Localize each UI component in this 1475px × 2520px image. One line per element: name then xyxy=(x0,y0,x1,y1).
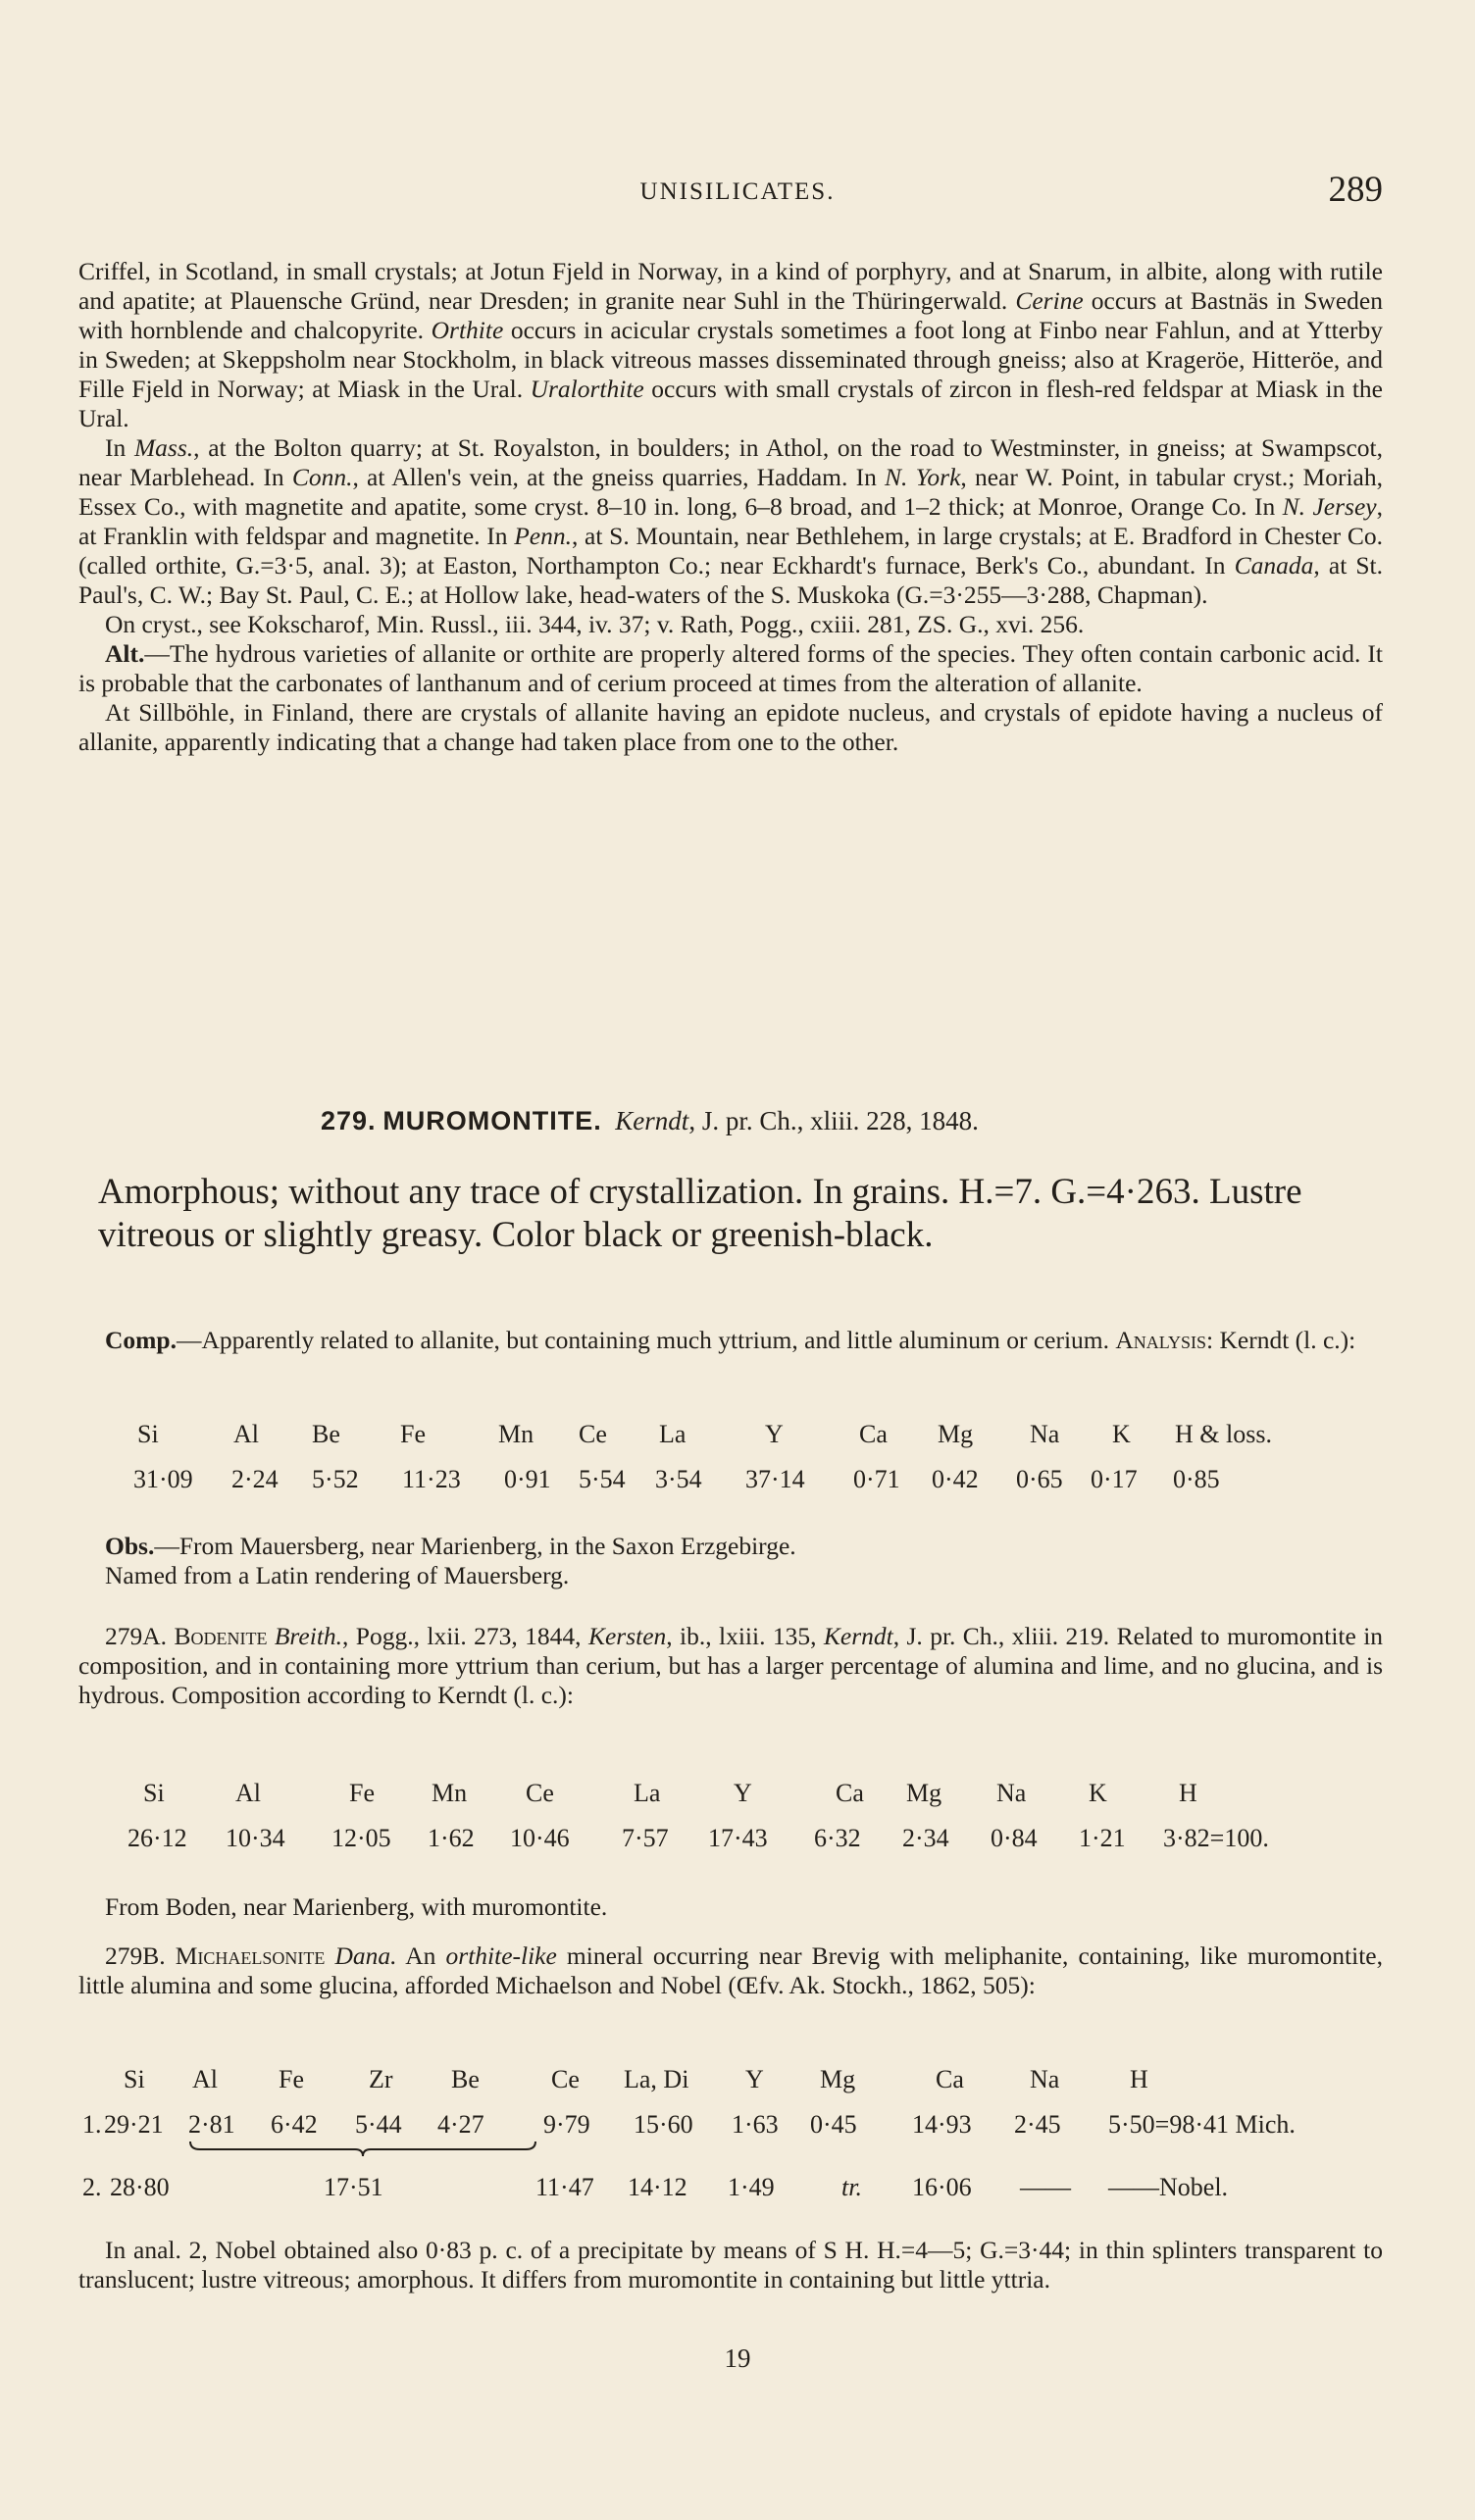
table-header: Na xyxy=(1030,1420,1060,1448)
species-heading xyxy=(321,1106,979,1136)
text-run: , at St. Paul's, C. W.; Bay St. Paul, C. E.; at Hollow lake, head-waters of the S. Muskoka (G.=3·255—3·288, Chapman). xyxy=(78,551,1384,609)
table-cell: 11·47 xyxy=(535,2173,594,2201)
text-run: occurs in acicular crystals sometimes a foot long at Finbo near Fahlun, and at Ytterby in Sweden; at Skeppsholm near Stockholm, in black vitreous masses disseminated through gneiss; also at Krageröe, Hitteröe, and Fille Fjeld in Norway; at Miask in the Ural. xyxy=(78,316,1383,403)
table-cell: 3·54 xyxy=(655,1465,702,1493)
michaelsonite-paragraph xyxy=(78,1941,1383,2000)
table-header: Na xyxy=(1030,2065,1060,2093)
intro-paragraph-5: At Sillböhle, in Finland, there are crystals of allanite having an epidote nucleus, and crystals of epidote having a nucleus of allanite, apparently indicating that a change had taken place from one to the other. xyxy=(78,698,1383,756)
table-header: Ce xyxy=(579,1420,607,1448)
michaelsonite-analysis-2 xyxy=(0,2173,1475,2208)
orthite-like-term: orthite-like xyxy=(445,1941,557,1970)
ref-author: Dana. xyxy=(334,1941,397,1970)
table-header: Na xyxy=(996,1779,1027,1807)
table-header: La xyxy=(659,1420,687,1448)
obs-label: Obs. xyxy=(105,1532,155,1560)
text-run: , near W. Point, in tabular cryst.; Moriah, Essex Co., with magnetite and apatite, some cryst. 8–10 in. long, 6–8 broad, and 1–2 thick; at Monroe, Orange Co. In xyxy=(78,463,1383,521)
table-header: Si xyxy=(124,2065,145,2093)
table-cell: 14·93 xyxy=(912,2110,972,2139)
text-run: Criffel, in Scotland, in small crystals; at Jotun Fjeld in Norway, in a kind of porphyry, and at Snarum, in albite, along with rutile and apatite; at Plauensche Gründ, near Dresden; in granite near Suhl in the Thüringerwald. xyxy=(78,257,1383,315)
analysis-table-headers xyxy=(0,1420,1475,1455)
table-cell: 9·79 xyxy=(543,2110,590,2139)
obs-paragraph xyxy=(78,1532,1383,1590)
text-run: —Apparently related to allanite, but containing much yttrium, and little aluminum or cerium. xyxy=(176,1326,1116,1354)
table-header: Fe xyxy=(400,1420,426,1448)
table-header: Si xyxy=(143,1779,165,1807)
table-cell: 5·50=98·41 Mich. xyxy=(1108,2110,1296,2139)
table-header: H xyxy=(1179,1779,1197,1807)
species-description xyxy=(98,1171,1393,1257)
bodenite-table-headers xyxy=(0,1779,1475,1814)
table-cell: 0·91 xyxy=(504,1465,551,1493)
table-header: La xyxy=(634,1779,661,1807)
orthite-term: Orthite xyxy=(431,316,504,344)
text-run: , at S. Mountain, near Bethlehem, in large crystals; at E. Bradford in Chester Co. (called orthite, G.=3·5, anal. 3); at Easton, Northampton Co.; near Eckhardt's furnace, Berk's Co., abundant. In xyxy=(78,522,1383,580)
table-header: H & loss. xyxy=(1175,1420,1272,1448)
table-cell: 0·17 xyxy=(1091,1465,1138,1493)
michaelsonite-label: 279B. xyxy=(105,1941,166,1970)
intro-paragraph-4 xyxy=(78,639,1383,698)
table-cell: 26·12 xyxy=(127,1824,187,1852)
table-header: Fe xyxy=(279,2065,304,2093)
table-cell: 0·85 xyxy=(1173,1465,1220,1493)
table-cell: 6·32 xyxy=(814,1824,861,1852)
bodenite-label: 279A. xyxy=(105,1622,168,1650)
table-cell: 17·51 xyxy=(324,2173,383,2201)
species-name: MUROMONTITE. xyxy=(382,1106,602,1135)
text-run: In xyxy=(105,433,134,462)
table-cell: 17·43 xyxy=(708,1824,768,1852)
text-run: , at Allen's vein, at the gneiss quarries, Haddam. In xyxy=(352,463,886,491)
table-cell: 31·09 xyxy=(133,1465,193,1493)
alt-label: Alt. xyxy=(105,639,145,668)
table-cell: 0·42 xyxy=(932,1465,979,1493)
table-cell: 11·23 xyxy=(402,1465,461,1493)
bodenite-table-values xyxy=(0,1824,1475,1859)
table-header: Fe xyxy=(349,1779,375,1807)
state-penn: Penn. xyxy=(514,522,572,550)
table-cell: 2·81 xyxy=(188,2110,235,2139)
text-run: —From Mauersberg, near Marienberg, in the Saxon Erzgebirge. xyxy=(154,1532,796,1560)
text-run: , J. pr. Ch., xliii. 219. Related to muromontite in composition, and in containing more yttrium than cerium, but has a larger percentage of alumina and lime, and no glucina, and is hydrous. Composition according to Kerndt (l. c.): xyxy=(78,1622,1384,1709)
table-header: Mn xyxy=(498,1420,534,1448)
table-cell: 1·21 xyxy=(1079,1824,1126,1852)
table-header: Ca xyxy=(936,2065,964,2093)
intro-paragraph-2 xyxy=(78,433,1383,610)
closing-paragraph xyxy=(78,2236,1383,2294)
table-cell: 7·57 xyxy=(622,1824,669,1852)
closing-text: In anal. 2, Nobel obtained also 0·83 p. c. of a precipitate by means of S H. H.=4—5; G.=3·44; in thin splinters transparent to translucent; lustre vitreous; amorphous. It differs from muromontite in containing but little yttria. xyxy=(78,2236,1383,2293)
intro-paragraph-3: On cryst., see Kokscharof, Min. Russl., iii. 344, iv. 37; v. Rath, Pogg., cxiii. 281, ZS. G., xvi. 256. xyxy=(105,610,1085,638)
table-cell: 2·34 xyxy=(902,1824,949,1852)
text-run: , at Franklin with feldspar and magnetite. In xyxy=(78,492,1383,550)
table-header: Y xyxy=(745,2065,764,2093)
table-header: Mg xyxy=(820,2065,856,2093)
from-text: From Boden, near Marienberg, with muromontite. xyxy=(105,1892,608,1921)
description-text: Amorphous; without any trace of crystallization. In grains. H.=7. G.=4·263. Lustre vitreous or slightly greasy. Color black or greenish-black. xyxy=(98,1172,1302,1255)
intro-localities xyxy=(78,257,1383,757)
table-cell: 12·05 xyxy=(331,1824,391,1852)
table-cell: tr. xyxy=(841,2173,862,2201)
table-cell: 10·34 xyxy=(226,1824,285,1852)
intro-paragraph-1 xyxy=(78,257,1383,433)
ref-author: Kerndt xyxy=(823,1622,893,1650)
michaelsonite-name: Michaelsonite xyxy=(175,1941,326,1970)
table-header: Zr xyxy=(369,2065,393,2093)
table-cell: 1·49 xyxy=(728,2173,775,2201)
table-cell: 2·45 xyxy=(1014,2110,1061,2139)
table-header: H xyxy=(1130,2065,1148,2093)
row-label: 1. xyxy=(82,2110,102,2139)
table-cell: 0·45 xyxy=(810,2110,857,2139)
named-text: Named from a Latin rendering of Mauersberg. xyxy=(105,1561,570,1589)
table-cell: 6·42 xyxy=(271,2110,318,2139)
table-header: Al xyxy=(235,1779,261,1807)
table-cell: 14·12 xyxy=(628,2173,687,2201)
bodenite-name: Bodenite xyxy=(174,1622,268,1650)
uralorthite-term: Uralorthite xyxy=(530,375,644,403)
state-ny: N. York xyxy=(885,463,961,491)
table-cell: 3·82=100. xyxy=(1163,1824,1269,1852)
running-title: UNISILICATES. xyxy=(639,178,836,205)
table-header: K xyxy=(1112,1420,1131,1448)
table-cell: 1·62 xyxy=(428,1824,475,1852)
table-header: Y xyxy=(734,1779,752,1807)
ref-author: Breith. xyxy=(274,1622,343,1650)
table-cell: 28·80 xyxy=(110,2173,170,2201)
table-header: Ca xyxy=(859,1420,888,1448)
table-cell: 0·84 xyxy=(991,1824,1038,1852)
table-cell: 16·06 xyxy=(912,2173,972,2201)
composition-paragraph xyxy=(105,1326,1383,1355)
bodenite-from xyxy=(78,1892,1383,1922)
text-run: , Pogg., lxii. 273, 1844, xyxy=(342,1622,588,1650)
state-conn: Conn. xyxy=(291,463,353,491)
table-header: Ce xyxy=(551,2065,580,2093)
table-cell: —— xyxy=(1020,2173,1071,2201)
text-run: An xyxy=(396,1941,446,1970)
text-run: —The hydrous varieties of allanite or orthite are properly altered forms of the species. They often contain carbonic acid. It is probable that the carbonates of lanthanum and of cerium proceed at times from the alteration of allanite. xyxy=(78,639,1383,697)
grouping-brace xyxy=(188,2140,537,2157)
table-header: Be xyxy=(451,2065,480,2093)
table-header: Y xyxy=(765,1420,784,1448)
table-header: Mg xyxy=(906,1779,942,1807)
text-run: : Kerndt (l. c.): xyxy=(1206,1326,1356,1354)
text-run: , ib., lxiii. 135, xyxy=(666,1622,824,1650)
row-label: 2. xyxy=(82,2173,102,2201)
table-header: La, Di xyxy=(624,2065,689,2093)
table-header: Mg xyxy=(938,1420,974,1448)
table-header: K xyxy=(1089,1779,1107,1807)
country-canada: Canada xyxy=(1234,551,1314,580)
species-number: 279. xyxy=(321,1106,377,1135)
table-cell: 5·54 xyxy=(579,1465,626,1493)
table-header: Ca xyxy=(836,1779,864,1807)
table-cell: 5·44 xyxy=(355,2110,402,2139)
text-run: occurs with small crystals of zircon in flesh-red feldspar at Miask in the Ural. xyxy=(78,375,1383,432)
table-header: Ce xyxy=(526,1779,554,1807)
ref-author: Kersten xyxy=(587,1622,667,1650)
text-run: occurs at Bastnäs in Sweden with hornblende and chalcopyrite. xyxy=(78,286,1383,344)
table-cell: 29·21 xyxy=(104,2110,164,2139)
table-cell: 0·65 xyxy=(1016,1465,1063,1493)
page-number: 289 xyxy=(1328,170,1383,210)
michaelsonite-table-headers xyxy=(0,2065,1475,2100)
text-run: mineral occurring near Brevig with meliphanite, containing, like muromontite, little alumina and some glucina, afforded Michaelson and Nobel (Œfv. Ak. Stockh., 1862, 505): xyxy=(78,1941,1384,1999)
table-cell: 10·46 xyxy=(510,1824,570,1852)
table-cell: 37·14 xyxy=(745,1465,805,1493)
table-cell: ——Nobel. xyxy=(1108,2173,1229,2201)
analysis-label: Analysis xyxy=(1115,1326,1207,1354)
table-header: Mn xyxy=(432,1779,468,1807)
species-ref-author: Kerndt xyxy=(615,1106,689,1135)
table-cell: 2·24 xyxy=(231,1465,279,1493)
bodenite-paragraph xyxy=(78,1622,1383,1710)
table-header: Al xyxy=(233,1420,259,1448)
table-header: Be xyxy=(312,1420,340,1448)
state-mass: Mass. xyxy=(133,433,194,462)
signature-mark: 19 xyxy=(724,2344,751,2373)
analysis-table-values xyxy=(0,1465,1475,1500)
cerine-term: Cerine xyxy=(1015,286,1084,315)
state-nj: N. Jersey xyxy=(1282,492,1377,521)
table-cell: 1·63 xyxy=(732,2110,779,2139)
table-cell: 0·71 xyxy=(853,1465,900,1493)
table-cell: 15·60 xyxy=(634,2110,693,2139)
comp-label: Comp. xyxy=(105,1326,177,1354)
species-ref: , J. pr. Ch., xliii. 228, 1848. xyxy=(688,1106,979,1135)
text-run: , at the Bolton quarry; at St. Royalston, in boulders; in Athol, on the road to Westminster, in gneiss; at Swampscot, near Marblehead. In xyxy=(78,433,1383,491)
table-header: Al xyxy=(192,2065,218,2093)
table-cell: 5·52 xyxy=(312,1465,359,1493)
table-header: Si xyxy=(137,1420,159,1448)
table-cell: 4·27 xyxy=(437,2110,484,2139)
